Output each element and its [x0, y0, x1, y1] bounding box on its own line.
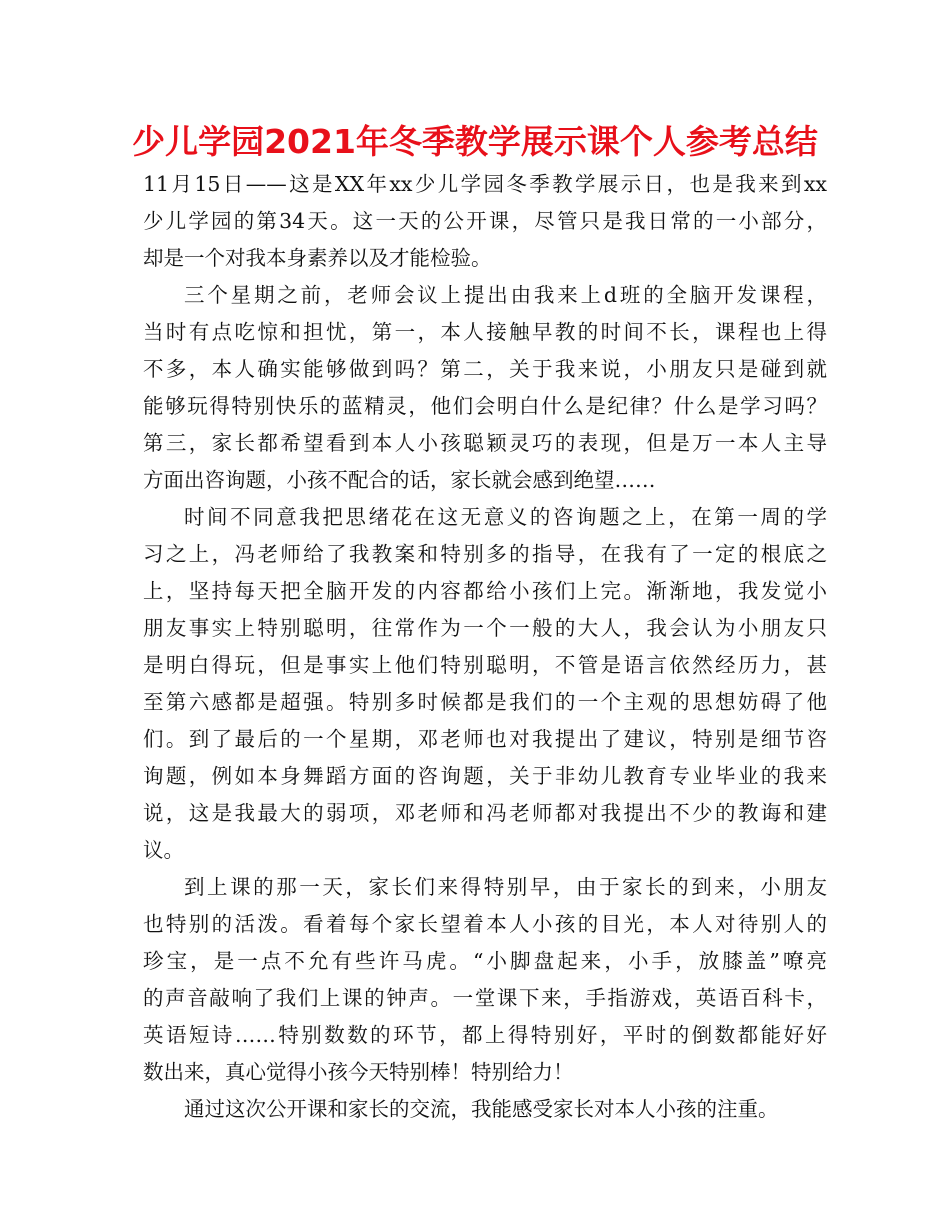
text-line: 说，这是我最大的弱项，邓老师和冯老师都对我提出不少的教诲和建	[143, 801, 827, 825]
text-line: 也特别的活泼。看着每个家长望着本人小孩的目光，本人对待别人的	[143, 912, 827, 936]
text-line: 英语短诗……特别数数的环节，都上得特别好，平时的倒数都能好好	[143, 1023, 827, 1047]
text-line: 数出来，真心觉得小孩今天特别棒！特别给力！	[143, 1060, 574, 1084]
text-line: 朋友事实上特别聪明，往常作为一个一般的大人，我会认为小朋友只	[143, 616, 827, 640]
text-line: 能够玩得特别快乐的蓝精灵，他们会明白什么是纪律？什么是学习吗？	[143, 394, 827, 418]
text-line: 第三，家长都希望看到本人小孩聪颖灵巧的表现，但是万一本人主导	[143, 431, 827, 455]
paragraph	[143, 499, 827, 869]
text-line: 议。	[143, 838, 184, 862]
document-title: 少儿学园2021年冬季教学展示课个人参考总结	[132, 122, 818, 161]
text-line: 11月15日——这是XX年xx少儿学园冬季教学展示日，也是我来到xx	[143, 172, 827, 196]
text-line: 们。到了最后的一个星期，邓老师也对我提出了建议，特别是细节咨	[143, 727, 827, 751]
text-line: 时间不同意我把思绪花在这无意义的咨询题之上，在第一周的学	[184, 505, 827, 529]
text-line: 三个星期之前，老师会议上提出由我来上d班的全脑开发课程，	[184, 283, 827, 307]
paragraph	[143, 166, 827, 277]
text-line: 方面出咨询题，小孩不配合的话，家长就会感到绝望……	[143, 468, 656, 492]
text-line: 询题，例如本身舞蹈方面的咨询题，关于非幼儿教育专业毕业的我来	[143, 764, 827, 788]
text-line: 的声音敲响了我们上课的钟声。一堂课下来，手指游戏，英语百科卡，	[143, 986, 827, 1010]
text-line: 上，坚持每天把全脑开发的内容都给小孩们上完。渐渐地，我发觉小	[143, 579, 827, 603]
document-body	[143, 166, 827, 1128]
text-line: 是明白得玩，但是事实上他们特别聪明，不管是语言依然经历力，甚	[143, 653, 827, 677]
text-line: 到上课的那一天，家长们来得特别早，由于家长的到来，小朋友	[184, 875, 827, 899]
text-line: 通过这次公开课和家长的交流，我能感受家长对本人小孩的注重。	[184, 1097, 779, 1121]
text-line: 珍宝，是一点不允有些许马虎。“小脚盘起来，小手，放膝盖”嘹亮	[143, 949, 827, 973]
paragraph	[143, 1091, 827, 1128]
text-line: 少儿学园的第34天。这一天的公开课，尽管只是我日常的一小部分，	[143, 209, 827, 233]
text-line: 习之上，冯老师给了我教案和特别多的指导，在我有了一定的根底之	[143, 542, 827, 566]
paragraph	[143, 869, 827, 1091]
text-line: 不多，本人确实能够做到吗？第二，关于我来说，小朋友只是碰到就	[143, 357, 827, 381]
text-line: 却是一个对我本身素养以及才能检验。	[143, 246, 492, 270]
text-line: 当时有点吃惊和担忧，第一，本人接触早教的时间不长，课程也上得	[143, 320, 827, 344]
paragraph	[143, 277, 827, 499]
text-line: 至第六感都是超强。特别多时候都是我们的一个主观的思想妨碍了他	[143, 690, 827, 714]
